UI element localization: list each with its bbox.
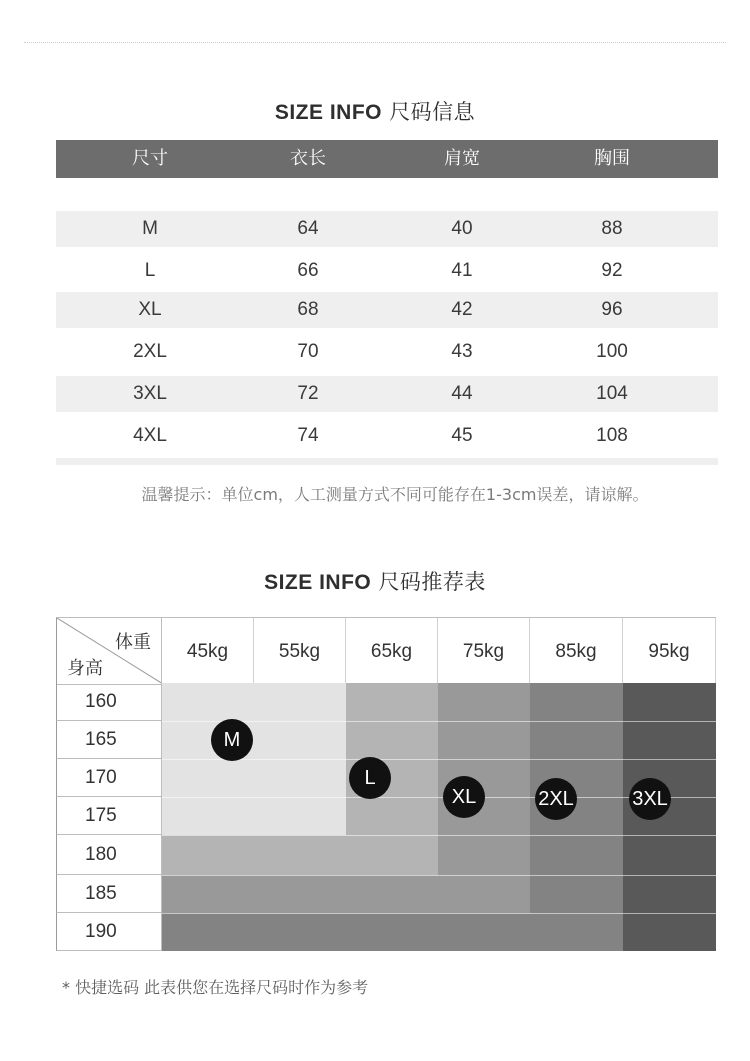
row-length: 72 (297, 383, 319, 404)
grid-line (162, 759, 716, 760)
band-xl-lower (162, 875, 530, 913)
row-size: XL (138, 299, 162, 320)
header-shoulder: 肩宽 (444, 148, 480, 169)
row-shoulder: 43 (451, 341, 473, 362)
table-row (56, 292, 718, 328)
height-row-label: 175 (56, 797, 162, 835)
size-info-table (56, 140, 718, 446)
size-badge: L (349, 757, 391, 799)
table-row (56, 334, 718, 370)
table-bottom-stripe (56, 458, 718, 465)
row-chest: 88 (601, 218, 623, 239)
table-row (56, 253, 718, 289)
band-3xl-lower (623, 913, 716, 951)
size-recommendation-grid (56, 617, 716, 951)
header-length: 衣长 (290, 148, 326, 169)
row-chest: 92 (601, 260, 623, 281)
height-row-label: 180 (56, 835, 162, 875)
size-info-title-en: SIZE INFO (274, 101, 382, 124)
size-info-title-zh: 尺码信息 (389, 100, 476, 124)
row-chest: 100 (596, 341, 628, 362)
corner-weight-label: 体重 (115, 632, 151, 653)
top-divider (24, 42, 726, 43)
grid-line (162, 875, 716, 876)
grid-line (162, 721, 716, 722)
weight-header-cell: 85kg (530, 618, 623, 684)
header-size: 尺寸 (132, 148, 168, 169)
band-2xl-lower (162, 913, 623, 951)
corner-cell (56, 618, 162, 684)
row-chest: 96 (601, 299, 623, 320)
measurement-note: 温馨提示：单位cm，人工测量方式不同可能存在1-3cm误差，请谅解。 (141, 485, 649, 504)
row-length: 66 (297, 260, 319, 281)
band-l-lower (162, 835, 438, 875)
recommend-title (0, 566, 750, 596)
height-row-label: 160 (56, 683, 162, 721)
weight-header-cell: 75kg (438, 618, 530, 684)
weight-header-cell: 45kg (162, 618, 254, 684)
row-length: 68 (297, 299, 319, 320)
size-badge: M (211, 719, 253, 761)
height-row-label: 190 (56, 913, 162, 951)
size-badge: XL (443, 776, 485, 818)
row-length: 64 (297, 218, 319, 239)
table-row (56, 376, 718, 412)
table-row (56, 211, 718, 247)
row-shoulder: 40 (451, 218, 473, 239)
header-chest: 胸围 (594, 148, 630, 169)
height-row-label: 165 (56, 721, 162, 759)
row-shoulder: 44 (451, 383, 473, 404)
size-table-header (56, 140, 718, 178)
weight-header-cell: 55kg (254, 618, 346, 684)
row-size: 4XL (133, 425, 167, 446)
row-chest: 108 (596, 425, 628, 446)
size-badge: 2XL (535, 778, 577, 820)
corner-height-label: 身高 (67, 658, 103, 679)
weight-header-cell: 95kg (623, 618, 716, 684)
footer-note: * 快捷选码 此表供您在选择尺码时作为参考 (62, 978, 369, 997)
row-shoulder: 42 (451, 299, 473, 320)
row-shoulder: 45 (451, 425, 473, 446)
row-size: L (144, 260, 156, 281)
row-size: 2XL (133, 341, 167, 362)
row-shoulder: 41 (451, 260, 473, 281)
grid-line (162, 913, 716, 914)
grid-line (162, 835, 716, 836)
table-row (56, 418, 718, 454)
row-chest: 104 (596, 383, 628, 404)
height-row-label: 185 (56, 875, 162, 913)
row-length: 74 (297, 425, 319, 446)
weight-header-cell: 65kg (346, 618, 438, 684)
size-badge: 3XL (629, 778, 671, 820)
row-size: M (142, 218, 158, 239)
height-row-label: 170 (56, 759, 162, 797)
recommend-title-en: SIZE INFO (264, 571, 372, 594)
recommend-title-zh: 尺码推荐表 (378, 570, 486, 594)
row-length: 70 (297, 341, 319, 362)
weight-header-row (56, 617, 716, 685)
size-info-title (0, 96, 750, 126)
row-size: 3XL (133, 383, 167, 404)
